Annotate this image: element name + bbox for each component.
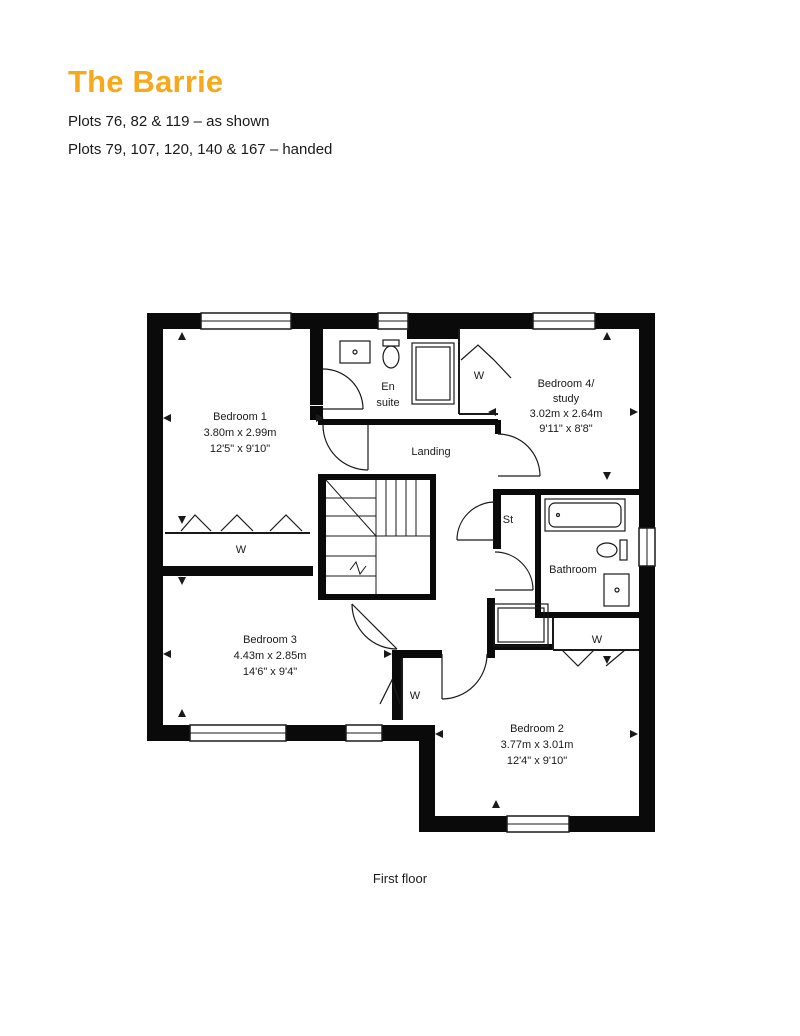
bedroom-2-wardrobe: W xyxy=(591,634,603,646)
window-bed4 xyxy=(533,313,595,329)
wall-bed3-door xyxy=(402,650,442,658)
window-ensuite xyxy=(378,313,408,329)
door-bed4-swing xyxy=(498,434,540,476)
wall-store-top xyxy=(493,489,541,495)
bath-toilet xyxy=(597,543,617,557)
bedroom-3-metric: 4.43m x 2.85m xyxy=(233,650,307,662)
bedroom-4-metric: 3.02m x 2.64m xyxy=(529,408,603,420)
house-type-title: The Barrie xyxy=(68,64,224,99)
bedroom-4-name-1: Bedroom 4/ xyxy=(537,378,595,390)
plots-handed: Plots 79, 107, 120, 140 & 167 – handed xyxy=(68,141,333,158)
bedroom-3-imperial: 14'6" x 9'4" xyxy=(242,666,298,678)
bath-plug xyxy=(557,514,560,517)
marker-bed1-top xyxy=(178,332,186,340)
marker-bed3-right xyxy=(384,650,392,658)
marker-bed3-bottom xyxy=(178,709,186,717)
bath-toilet-cistern xyxy=(620,540,627,560)
wall-bath-bottom xyxy=(535,612,643,618)
door-ensuite-swing xyxy=(323,369,363,409)
wall-bath-left xyxy=(535,489,541,615)
staircase xyxy=(326,480,430,594)
wall-ensuite-left xyxy=(310,313,323,405)
bedroom-1-metric: 3.80m x 2.99m xyxy=(203,427,277,439)
wardrobe-bed1-door-1 xyxy=(181,515,211,531)
landing-label: Landing xyxy=(411,446,451,458)
store-label: St xyxy=(502,514,514,526)
wall-landing-top xyxy=(318,419,498,425)
bath-basin-drain xyxy=(615,588,619,592)
ensuite-toilet xyxy=(383,346,399,368)
ensuite-basin-drain xyxy=(353,350,357,354)
marker-bed2-bottom xyxy=(492,800,500,808)
marker-bed4-right xyxy=(630,408,638,416)
marker-bed4-bottom xyxy=(603,472,611,480)
bedroom-3-wardrobe: W xyxy=(409,690,421,702)
bedroom-1-name: Bedroom 1 xyxy=(213,411,267,423)
bath-basin xyxy=(604,574,629,606)
ensuite-basin xyxy=(340,341,370,363)
ensuite-shower xyxy=(412,343,454,404)
bedroom-3-name: Bedroom 3 xyxy=(243,634,297,646)
marker-bed1-left xyxy=(163,414,171,422)
wall-step xyxy=(419,725,435,832)
wall-chimney xyxy=(407,313,459,339)
marker-bed3-top xyxy=(178,577,186,585)
bedroom-4-wardrobe: W xyxy=(473,370,485,382)
marker-bed4-top xyxy=(603,332,611,340)
wall-shower-bottom xyxy=(487,644,553,650)
wall-right-lower xyxy=(639,566,655,832)
wall-stair-bottom xyxy=(318,594,436,600)
bathroom-label: Bathroom xyxy=(549,564,597,576)
window-bed2 xyxy=(507,816,569,832)
floor-caption: First floor xyxy=(372,871,428,886)
bedroom-1-wardrobe: W xyxy=(235,544,247,556)
window-bed3-small xyxy=(346,725,382,741)
wall-bath-top xyxy=(535,489,643,495)
plots-as-shown: Plots 76, 82 & 119 – as shown xyxy=(68,113,270,130)
bedroom-2-metric: 3.77m x 3.01m xyxy=(500,739,574,751)
marker-bed3-left xyxy=(163,650,171,658)
bedroom-4-name-2: study xyxy=(552,393,580,405)
window-bathroom xyxy=(639,528,655,566)
marker-bed1-wardrobe xyxy=(178,516,186,524)
wardrobe-bed4-door-2 xyxy=(494,360,511,378)
marker-bed2-right xyxy=(630,730,638,738)
wall-bed4-stub xyxy=(495,420,501,434)
door-bath-swing xyxy=(495,552,533,590)
window-bed3-main xyxy=(190,725,286,741)
wall-stair-left xyxy=(318,474,326,599)
bedroom-4-imperial: 9'11" x 8'8" xyxy=(539,423,593,435)
bedroom-2-imperial: 12'4" x 9'10" xyxy=(506,755,568,767)
ensuite-cistern xyxy=(383,340,399,346)
wardrobe-bed1-door-3 xyxy=(270,515,302,531)
door-bed1-swing xyxy=(323,425,368,470)
door-bed3-leaf xyxy=(352,604,397,649)
window-bed1 xyxy=(201,313,291,329)
door-bed2-swing xyxy=(442,654,487,699)
marker-bed2-left xyxy=(435,730,443,738)
ensuite-label-1: En xyxy=(381,381,395,393)
wardrobe-bed2-door-1 xyxy=(562,650,594,666)
wall-left xyxy=(147,313,163,741)
wall-right-upper xyxy=(639,313,655,528)
wall-stair-top xyxy=(318,474,436,480)
wall-bed1-bed3 xyxy=(163,566,313,576)
door-store-swing xyxy=(457,502,495,540)
bedroom-2-name: Bedroom 2 xyxy=(510,723,564,735)
bedroom-1-imperial: 12'5" x 9'10" xyxy=(209,443,271,455)
ensuite-label-2: suite xyxy=(376,397,400,409)
wardrobe-bed1-door-2 xyxy=(221,515,253,531)
ensuite-shower-tray xyxy=(416,347,450,400)
wall-stair-right xyxy=(430,474,436,600)
wardrobe-bed4-door-1 xyxy=(461,345,494,360)
